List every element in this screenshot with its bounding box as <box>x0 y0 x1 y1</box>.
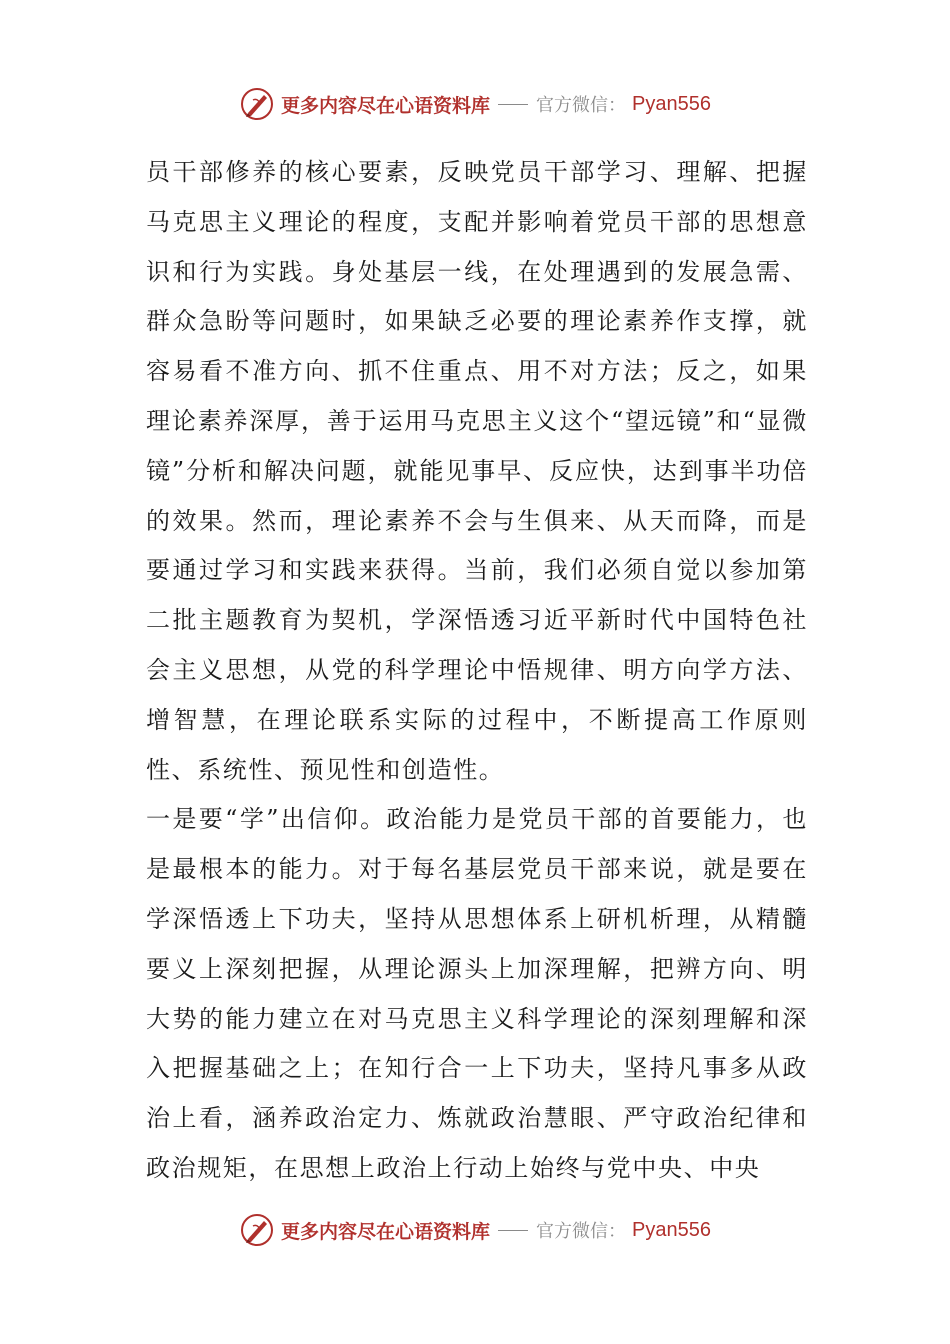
site-name-text: 更多内容尽在心语资料库 <box>281 1220 491 1243</box>
wechat-id: Pyan556 <box>632 92 711 115</box>
pen-logo-icon <box>239 1212 275 1248</box>
document-body <box>146 148 808 1194</box>
body-paragraph-2: 一是要“学”出信仰。政治能力是党员干部的首要能力，也是最根本的能力。对于每名基层党员干部来说，就是要在学深悟透上下功夫，坚持从思想体系上研机析理，从精髓要义上深刻把握，从理论源头上加深理解，把辨方向、明大势的能力建立在对马克思主义科学理论的深刻理解和深入把握基础之上；在知行合一上下功夫，坚持凡事多从政治上看，涵养政治定力、炼就政治慧眼、严守政治纪律和政治规矩，在思想上政治上行动上始终与党中央、中央 <box>146 805 808 1182</box>
pen-logo-icon <box>239 86 275 122</box>
footer-banner <box>0 1212 950 1248</box>
wechat-label: 官方微信： <box>536 95 627 116</box>
banner-dash <box>498 104 528 105</box>
wechat-label: 官方微信： <box>536 1221 627 1242</box>
banner-dash <box>498 1230 528 1231</box>
header-banner <box>0 86 950 122</box>
site-name-text: 更多内容尽在心语资料库 <box>281 94 491 117</box>
wechat-id: Pyan556 <box>632 1218 711 1241</box>
body-paragraph-1: 员干部修养的核心要素，反映党员干部学习、理解、把握马克思主义理论的程度，支配并影响着党员干部的思想意识和行为实践。身处基层一线，在处理遇到的发展急需、群众急盼等问题时，如果缺乏必要的理论素养作支撑，就容易看不准方向、抓不住重点、用不对方法；反之，如果理论素养深厚，善于运用马克思主义这个“望远镜”和“显微镜”分析和解决问题，就能见事早、反应快，达到事半功倍的效果。然而，理论素养不会与生俱来、从天而降，而是要通过学习和实践来获得。当前，我们必须自觉以参加第二批主题教育为契机，学深悟透习近平新时代中国特色社会主义思想，从党的科学理论中悟规律、明方向学方法、增智慧，在理论联系实际的过程中，不断提高工作原则性、系统性、预见性和创造性。 <box>146 158 808 784</box>
